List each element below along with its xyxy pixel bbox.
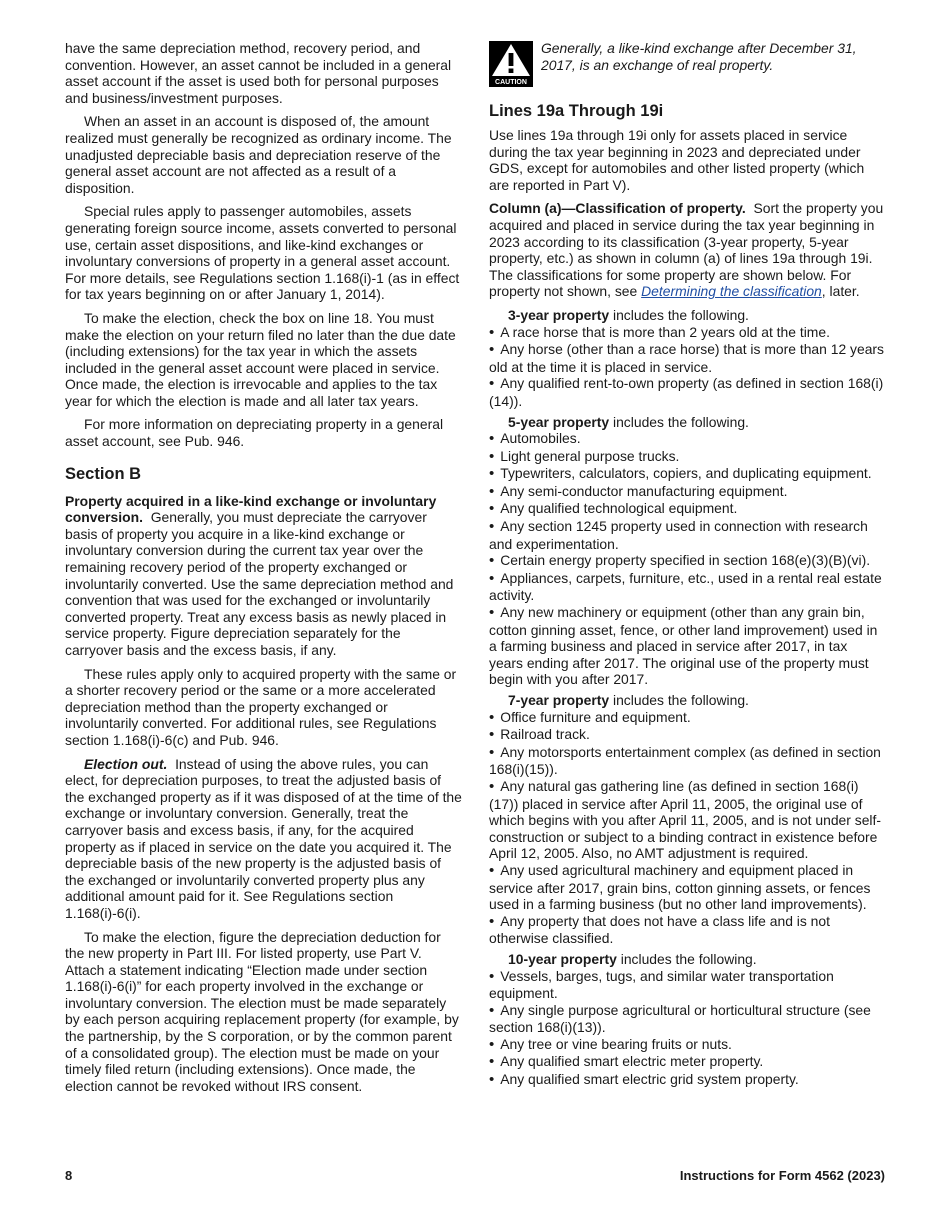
list-item: • Any qualified smart electric grid system property. <box>489 1071 885 1089</box>
footer-title: Instructions for Form 4562 (2023) <box>679 1168 885 1183</box>
caution-label: CAUTION <box>495 79 527 86</box>
list-item: • Any single purpose agricultural or horticultural structure (see section 168(i)(13)). <box>489 1002 885 1036</box>
list-item: • Any motorsports entertainment complex (as defined in section 168(i)(15)). <box>489 744 885 778</box>
ten-year-label: 10-year property <box>508 950 617 967</box>
list-item: • Any qualified technological equipment. <box>489 500 885 518</box>
three-year-heading <box>489 307 885 324</box>
ten-year-heading <box>489 951 885 968</box>
list-item: • Any section 1245 property used in connection with research and experimentation. <box>489 518 885 552</box>
rules-apply-paragraph: These rules apply only to acquired property with the same or a shorter recovery period or the same or a more accelerated depreciation method than the property exchanged or involuntarily converted. For additional rules, see Regulations section 1.168(i)-6(c) and Pub. 946. <box>65 665 457 748</box>
left-column <box>65 40 462 1101</box>
caution-text: Generally, a like-kind exchange after December 31, 2017, is an exchange of real property. <box>541 40 857 73</box>
list-item: • Light general purpose trucks. <box>489 448 885 466</box>
special-rules-paragraph: Special rules apply to passenger automobiles, assets generating foreign source income, assets converted to personal use, certain asset dispositions, and like-kind exchanges or involuntary conversions of property in a general asset account. For more details, see Regulations section 1.168(i)-1 (as in effect for tax years beginning on or after January 1, 2014). <box>65 203 460 303</box>
five-year-list <box>489 430 885 688</box>
list-item: • Any horse (other than a race horse) that is more than 12 years old at the time it is placed in service. <box>489 341 885 375</box>
gaa-continued-paragraph: have the same depreciation method, recovery period, and convention. However, an asset cannot be included in a general asset account if the asset is used both for personal purposes and business/investment purposes. <box>65 40 452 106</box>
list-item: • Any tree or vine bearing fruits or nuts. <box>489 1036 885 1054</box>
caution-icon <box>489 41 533 87</box>
ten-year-list <box>489 968 885 1089</box>
election-out-lead: Election out. <box>84 755 168 772</box>
seven-year-label: 7-year property <box>508 692 610 708</box>
list-item: • Any qualified rent-to-own property (as defined in section 168(i)(14)). <box>489 375 885 409</box>
list-item: • Certain energy property specified in section 168(e)(3)(B)(vi). <box>489 552 885 570</box>
lines-19-intro: Use lines 19a through 19i only for assets placed in service during the tax year beginning in 2023 and depreciated under GDS, except for automobiles and other listed property (which are reported in Part V). <box>489 127 865 193</box>
determining-classification-link[interactable]: Determining the classification <box>641 283 822 300</box>
make-election-paragraph: To make the election, check the box on line 18. You must make the election on your return filed no later than the due date (including extensions) for the tax year in which the assets included in the general asset account were placed in service. Once made, the election is irrevocable and applies to the tax year for which the election is made and all later tax years. <box>65 309 456 409</box>
section-b-heading: Section B <box>65 464 142 483</box>
seven-year-includes: includes the following. <box>613 692 749 708</box>
column-a-paragraph <box>489 200 885 300</box>
list-item: • Any new machinery or equipment (other than any grain bin, cotton ginning asset, fence, or other land improvement) used in a farming business and placed in service after 2017, in tax years ending after 2017. The original use of the property must begin with you after 2017. <box>489 604 885 688</box>
like-kind-text: Generally, you must depreciate the carryover basis of property you acquire in a like-kind exchange or involuntary conversion during the current tax year over the remaining recovery period of the property exchanged or involuntarily converted. Use the same depreciation method and convention that was used for the exchanged or involuntarily converted property. Treat any excess basis as newly placed in service property. Figure depreciation separately for the carryover basis and the excess basis, if any. <box>65 509 454 658</box>
three-year-label: 3-year property <box>508 306 610 323</box>
list-item: • Typewriters, calculators, copiers, and duplicating equipment. <box>489 465 885 483</box>
three-year-includes: includes the following. <box>613 306 749 323</box>
seven-year-list <box>489 709 885 947</box>
list-item: • Any used agricultural machinery and equipment placed in service after 2017, grain bins, cotton ginning assets, or fences used in a farming business (but no other land improvements). <box>489 862 885 913</box>
list-item: • Office furniture and equipment. <box>489 709 885 727</box>
list-item: • Automobiles. <box>489 430 885 448</box>
election-instructions-paragraph: To make the election, figure the depreciation deduction for the new property in Part III. For listed property, use Part V. Attach a statement indicating “Election made under section 1.168(i)-6(i)” for each property involved in the exchange or involuntary conversion. The election must be made separately by each person acquiring replacement property (for example, by the partnership, by the S corporation, or by the common parent of a consolidated group). The election must be made on your timely filed return (including extensions). Once made, the election cannot be revoked without IRS consent. <box>65 928 459 1094</box>
disposition-paragraph: When an asset in an account is disposed of, the amount realized must generally be recognized as ordinary income. The unadjusted depreciable basis and depreciation reserve of the general asset account are not affected as a result of a disposition. <box>65 113 452 196</box>
seven-year-heading <box>489 692 885 709</box>
like-kind-paragraph <box>65 493 462 659</box>
list-item: • Appliances, carpets, furniture, etc., used in a rental real estate activity. <box>489 570 885 604</box>
list-item: • A race horse that is more than 2 years old at the time. <box>489 324 885 342</box>
list-item: • Railroad track. <box>489 726 885 744</box>
more-info-paragraph: For more information on depreciating property in a general asset account, see Pub. 946. <box>65 416 444 450</box>
column-a-text: Sort the property you acquired and placed in service during the tax year beginning in 2023 according to its classification (3-year property, 5-year property, etc.) as shown in column (a) of lines 19a through 19i. The classifications for some property are shown below. For property not shown, see <box>489 200 884 300</box>
list-item: • Any semi-conductor manufacturing equipment. <box>489 483 885 501</box>
like-kind-lead: Property acquired in a like-kind exchange or involuntary conversion. <box>65 492 437 526</box>
three-year-list <box>489 324 885 410</box>
column-a-lead: Column (a)—Classification of property. <box>489 200 746 217</box>
right-column <box>489 40 885 1093</box>
lines-19-heading: Lines 19a Through 19i <box>489 102 664 120</box>
list-item: • Vessels, barges, tugs, and similar water transportation equipment. <box>489 968 885 1002</box>
five-year-heading <box>489 414 885 431</box>
election-out-text: Instead of using the above rules, you can elect, for depreciation purposes, to treat the adjusted basis of the exchanged property as if it was disposed of at the time of the exchange or involuntary conversion. Generally, treat the carryover basis and excess basis, if any, for the acquired property as if placed in service on the date you acquired it. The depreciable basis of the new property is the adjusted basis of the exchanged or involuntarily converted property plus any additional amount paid for it. See Regulations section 1.168(i)-6(i). <box>65 755 462 921</box>
five-year-includes: includes the following. <box>613 413 749 430</box>
five-year-label: 5-year property <box>508 413 610 430</box>
list-item: • Any natural gas gathering line (as defined in section 168(i)(17)) placed in service after April 11, 2005, the original use of which begins with you after April 11, 2005, and is not under self-construction or subject to a binding contract in existence before April 12, 2005. Also, no AMT adjustment is required. <box>489 778 885 862</box>
ten-year-includes: includes the following. <box>620 950 757 967</box>
page-number: 8 <box>65 1168 73 1183</box>
column-a-tail: , later. <box>821 283 860 300</box>
election-out-paragraph <box>65 756 462 922</box>
list-item: • Any property that does not have a class life and is not otherwise classified. <box>489 913 885 947</box>
caution-note <box>489 40 885 87</box>
list-item: • Any qualified smart electric meter property. <box>489 1053 885 1071</box>
